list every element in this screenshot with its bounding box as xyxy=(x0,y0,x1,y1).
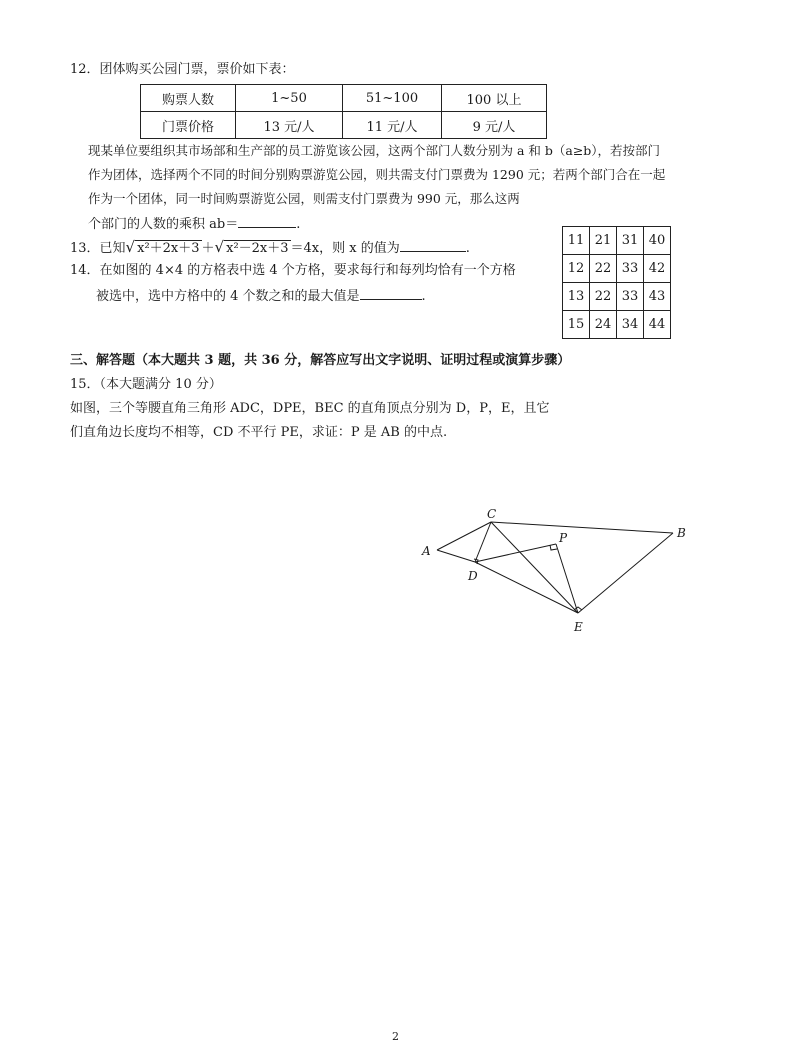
segment-PE xyxy=(556,544,578,613)
grid-cell: 13 xyxy=(563,283,590,311)
right-angle-mark-P xyxy=(550,545,557,550)
grid-cell: 21 xyxy=(590,227,617,255)
table-row xyxy=(141,85,547,112)
table-cell: 100 以上 xyxy=(442,85,547,112)
answer-blank[interactable] xyxy=(400,238,466,252)
number-grid-4x4 xyxy=(562,226,671,339)
grid-cell: 42 xyxy=(644,255,671,283)
q15-title: 15．（本大题满分 10 分） xyxy=(70,377,222,392)
q15-line-2: 们直角边长度均不相等，CD 不平行 PE，求证：P 是 AB 的中点. xyxy=(70,425,448,440)
table-row xyxy=(141,112,547,139)
q14-end: . xyxy=(421,289,426,304)
segment-BE xyxy=(578,533,673,613)
q12-stem: 12．团体购买公园门票，票价如下表： xyxy=(70,62,295,77)
grid-cell: 24 xyxy=(590,311,617,339)
q13-mid: ＝4x，则 x 的值为 xyxy=(290,241,400,256)
label-P: P xyxy=(559,531,568,545)
grid-cell: 44 xyxy=(644,311,671,339)
table-cell: 11 元/人 xyxy=(343,112,442,139)
grid-cell: 11 xyxy=(563,227,590,255)
grid-cell: 15 xyxy=(563,311,590,339)
segment-DP xyxy=(475,544,556,562)
grid-cell: 22 xyxy=(590,255,617,283)
q14-line-2-text: 被选中，选中方格中的 4 个数之和的最大值是 xyxy=(96,289,360,304)
q13-plus: ＋ xyxy=(201,241,215,256)
grid-cell: 22 xyxy=(590,283,617,311)
answer-blank[interactable] xyxy=(360,286,422,300)
label-A: A xyxy=(422,544,431,558)
q15-line-1: 如图，三个等腰直角三角形 ADC，DPE，BEC 的直角顶点分别为 D，P，E，且它 xyxy=(70,401,550,416)
label-D: D xyxy=(468,569,478,583)
label-C: C xyxy=(487,507,497,521)
ticket-price-table xyxy=(140,84,547,139)
segment-AC xyxy=(437,522,491,550)
table-row xyxy=(563,227,671,255)
grid-cell: 43 xyxy=(644,283,671,311)
grid-cell: 33 xyxy=(617,255,644,283)
segment-DE xyxy=(475,562,578,613)
table-cell: 1~50 xyxy=(236,85,343,112)
table-row xyxy=(563,255,671,283)
grid-cell: 40 xyxy=(644,227,671,255)
table-row xyxy=(563,283,671,311)
label-B: B xyxy=(677,526,686,540)
triangle-figure xyxy=(410,500,700,640)
segment-CB xyxy=(491,522,673,533)
right-angle-mark-E xyxy=(574,607,582,610)
q13-end: . xyxy=(465,241,470,256)
q14-line-1: 14．在如图的 4×4 的方格表中选 4 个方格，要求每行和每列均恰有一个方格 xyxy=(70,263,516,278)
table-cell: 51~100 xyxy=(343,85,442,112)
table-cell: 购票人数 xyxy=(141,85,236,112)
q12-line-2: 作为团体，选择两个不同的时间分别购票游览公园，则共需支付门票费为 1290 元；若两个部门合在一起 xyxy=(88,167,666,182)
q13-prefix: 13．已知 xyxy=(70,241,126,256)
table-cell: 13 元/人 xyxy=(236,112,343,139)
grid-cell: 12 xyxy=(563,255,590,283)
label-E: E xyxy=(574,620,583,634)
q13-line xyxy=(70,238,470,258)
sqrt-symbol: √ xyxy=(214,238,225,256)
q12-line-4-text: 个部门的人数的乘积 ab＝ xyxy=(88,217,239,232)
q13-radicand-1: x²＋2x＋3 xyxy=(137,241,200,256)
table-row xyxy=(563,311,671,339)
segment-AD xyxy=(437,550,475,562)
answer-blank[interactable] xyxy=(238,214,296,228)
q12-line-3: 作为一个团体，同一时间购票游览公园，则需支付门票费为 990 元，那么这两 xyxy=(88,191,520,206)
q13-radicand-2: x²－2x＋3 xyxy=(226,241,289,256)
table-cell: 9 元/人 xyxy=(442,112,547,139)
sqrt-symbol: √ xyxy=(125,238,136,256)
section-heading: 三、解答题（本大题共 3 题，共 36 分，解答应写出文字说明、证明过程或演算步骤） xyxy=(70,353,571,368)
q12-line-4-end: . xyxy=(296,217,301,232)
q14-line-2 xyxy=(96,286,426,306)
table-cell: 门票价格 xyxy=(141,112,236,139)
segment-CD xyxy=(475,522,491,562)
grid-cell: 34 xyxy=(617,311,644,339)
q12-line-1: 现某单位要组织其市场部和生产部的员工游览该公园，这两个部门人数分别为 a 和 b（a≥b），若按部门 xyxy=(88,143,661,158)
page-number: 2 xyxy=(392,1030,399,1043)
grid-cell: 33 xyxy=(617,283,644,311)
grid-cell: 31 xyxy=(617,227,644,255)
q12-line-4 xyxy=(88,214,300,234)
